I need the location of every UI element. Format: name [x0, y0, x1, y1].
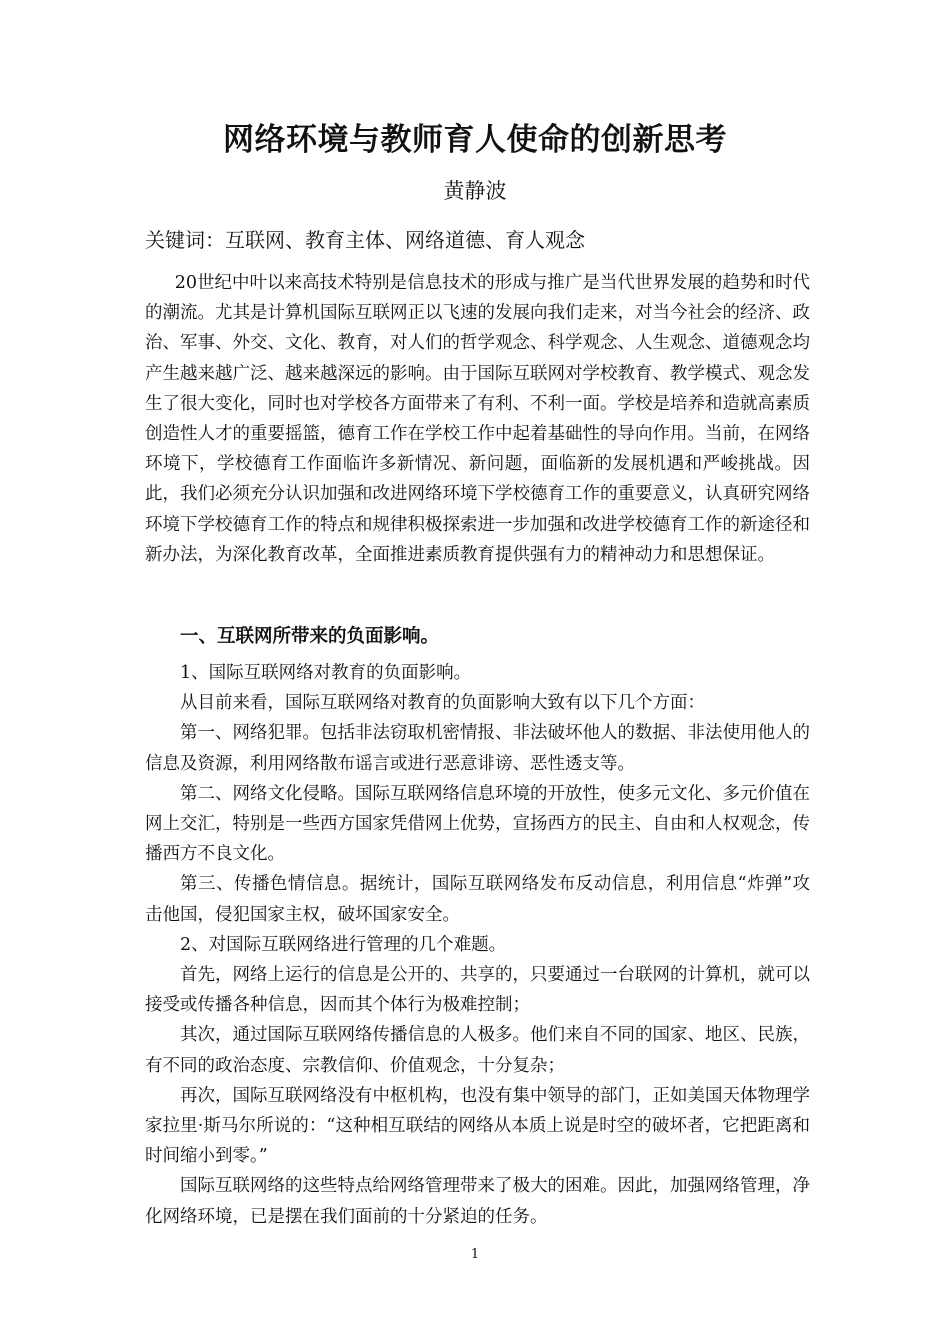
page-number: 1 [470, 1247, 480, 1262]
body-paragraph: 国际互联网络的这些特点给网络管理带来了极大的困难。因此，加强网络管理，净化网络环境，已是摆在我们面前的十分紧迫的任务。 [145, 1176, 810, 1227]
author-name: 黄静波 [443, 179, 507, 203]
document-title: 网络环境与教师育人使命的创新思考 [223, 122, 727, 158]
body-paragraph: 从目前来看，国际互联网络对教育的负面影响大致有以下几个方面： [180, 693, 705, 714]
body-paragraph: 第一、网络犯罪。包括非法窃取机密情报、非法破坏他人的数据、非法使用他人的信息及资源，利用网络散布谣言或进行恶意诽谤、恶性透支等。 [145, 723, 810, 774]
body-paragraph: 第三、传播色情信息。据统计，国际互联网络发布反动信息，利用信息“炸弹”攻击他国，侵犯国家主权，破坏国家安全。 [145, 874, 810, 925]
subheading-1: 1、国际互联网络对教育的负面影响。 [180, 663, 472, 683]
subheading-2: 2、对国际互联网络进行管理的几个难题。 [180, 934, 507, 955]
keywords-line: 关键词：互联网、教育主体、网络道德、育人观念 [145, 228, 585, 252]
body-paragraph: 再次，国际互联网络没有中枢机构，也没有集中领导的部门，正如美国天体物理学家拉里·斯马尔所说的：“这种相互联结的网络从本质上说是时空的破坏者，它把距离和时间缩小到零。” [145, 1085, 810, 1167]
body-paragraph: 第二、网络文化侵略。国际互联网络信息环境的开放性，使多元文化、多元价值在网上交汇，特别是一些西方国家凭借网上优势，宣扬西方的民主、自由和人权观念，传播西方不良文化。 [145, 783, 810, 865]
body-paragraph: 其次，通过国际互联网络传播信息的人极多。他们来自不同的国家、地区、民族，有不同的政治态度、宗教信仰、价值观念，十分复杂； [145, 1025, 810, 1076]
section-negative-impacts [145, 620, 810, 1232]
intro-paragraph: 20世纪中叶以来高技术特别是信息技术的形成与推广是当代世界发展的趋势和时代的潮流。尤其是计算机国际互联网正以飞速的发展向我们走来，对当今社会的经济、政治、军事、外交、文化、教育，对人们的哲学观念、科学观念、人生观念、道德观念均产生越来越广泛、越来越深远的影响。由于国际互联网对学校教育、教学模式、观念发生了很大变化，同时也对学校各方面带来了有利、不利一面。学校是培养和造就高素质创造性人才的重要摇篮，德育工作在学校工作中起着基础性的导向作用。当前，在网络环境下，学校德育工作面临许多新情况、新问题，面临新的发展机遇和严峻挑战。因此，我们必须充分认识加强和改进网络环境下学校德育工作的重要意义，认真研究网络环境下学校德育工作的特点和规律积极探索进一步加强和改进学校德育工作的新途径和新办法，为深化教育改革，全面推进素质教育提供强有力的精神动力和思想保证。 [145, 273, 810, 565]
section-heading: 一、互联网所带来的负面影响。 [180, 626, 440, 647]
body-paragraph: 首先，网络上运行的信息是公开的、共享的，只要通过一台联网的计算机，就可以接受或传播各种信息，因而其个体行为极难控制； [145, 965, 810, 1016]
